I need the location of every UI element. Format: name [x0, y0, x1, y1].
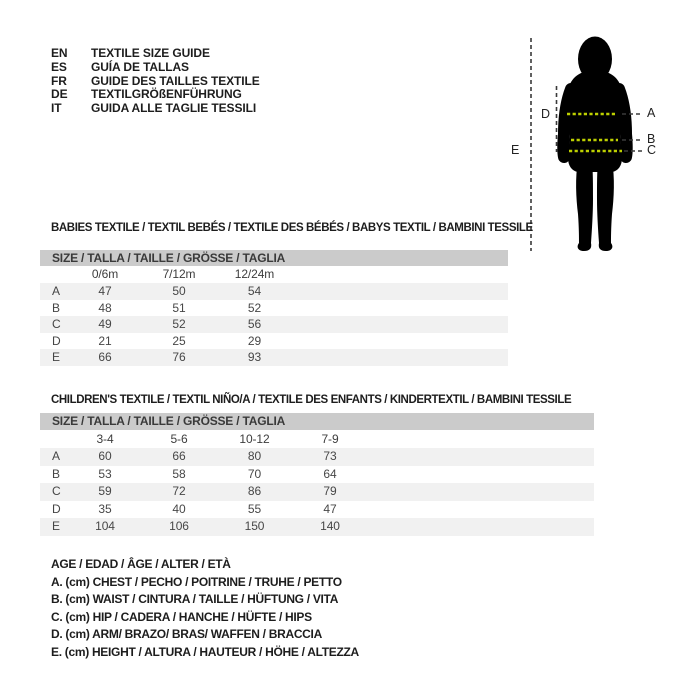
- cell: 56: [247, 317, 262, 332]
- column-header: 5-6: [170, 432, 188, 446]
- table-row: [40, 466, 594, 484]
- column-header: 10-12: [239, 432, 270, 446]
- cell: 70: [247, 466, 262, 481]
- cell: 47: [98, 284, 112, 298]
- table-row: [40, 300, 508, 317]
- language-code: FR: [51, 73, 67, 88]
- row-label: A: [52, 449, 60, 463]
- cell: 52: [247, 300, 262, 315]
- language-label: GUIDE DES TAILLES TEXTILE: [91, 73, 260, 88]
- babies-table-header: SIZE / TALLA / TAILLE / GRÖSSE / TAGLIA: [40, 250, 508, 266]
- cell: 66: [172, 449, 186, 463]
- cell: 53: [98, 466, 112, 481]
- cell: 49: [98, 317, 112, 332]
- cell: 58: [172, 466, 186, 481]
- cell: 55: [247, 501, 262, 516]
- cell: 76: [172, 350, 186, 365]
- column-header: 0/6m: [91, 267, 119, 281]
- cell: 40: [172, 501, 186, 516]
- table-row: [40, 501, 594, 519]
- cell: 60: [98, 449, 112, 463]
- cell: 21: [98, 333, 112, 348]
- legend-arm: D. (cm) ARM/ BRAZO/ BRAS/ WAFFEN / BRACCIA: [51, 627, 322, 641]
- table-row: [40, 483, 594, 501]
- table-row: [40, 283, 508, 300]
- row-label: C: [52, 317, 61, 332]
- cell: 29: [247, 333, 262, 348]
- column-header: 7-9: [321, 432, 339, 446]
- row-label: D: [52, 333, 61, 348]
- cell: 48: [98, 300, 112, 315]
- cell: 80: [247, 449, 262, 463]
- child-silhouette: [563, 37, 627, 252]
- cell: 104: [95, 519, 115, 533]
- row-label: B: [52, 466, 60, 481]
- cell: 106: [169, 519, 189, 533]
- table-row: [40, 448, 594, 466]
- marker-label-chest: A: [647, 106, 656, 120]
- legend-hip: C. (cm) HIP / CADERA / HANCHE / HÜFTE / HIPS: [51, 609, 312, 624]
- marker-label-height: E: [511, 143, 520, 157]
- row-label: C: [52, 484, 61, 498]
- babies-table: [40, 250, 508, 366]
- table-row: [40, 316, 508, 333]
- cell: 50: [172, 284, 186, 298]
- cell: 52: [172, 317, 186, 332]
- cell: 64: [323, 466, 337, 481]
- cell: 140: [320, 519, 340, 533]
- cell: 51: [172, 300, 186, 315]
- cell: 150: [244, 519, 265, 533]
- language-code: DE: [51, 87, 68, 102]
- cell: 35: [98, 501, 112, 516]
- cell: 86: [247, 484, 262, 498]
- language-code: EN: [51, 46, 68, 60]
- row-label: D: [52, 501, 61, 516]
- measurement-legend: [51, 556, 359, 661]
- language-label: TEXTILGRÖßENFÜHRUNG: [91, 87, 242, 102]
- legend-age: AGE / EDAD / ÂGE / ALTER / ETÀ: [51, 557, 231, 571]
- language-label: GUÍA DE TALLAS: [91, 59, 189, 74]
- language-code: ES: [51, 59, 67, 74]
- cell: 73: [323, 449, 337, 463]
- language-title-list: [51, 47, 260, 116]
- cell: 79: [323, 484, 337, 498]
- legend-chest: A. (cm) CHEST / PECHO / POITRINE / TRUHE / PETTO: [51, 574, 342, 589]
- row-label: A: [52, 284, 60, 298]
- language-row: [51, 47, 260, 61]
- language-row: [51, 88, 260, 102]
- babies-column-header-row: [40, 266, 508, 283]
- cell: 25: [172, 333, 186, 348]
- language-code: IT: [51, 101, 62, 116]
- babies-section-title: BABIES TEXTILE / TEXTIL BEBÉS / TEXTILE DES BÉBÉS / BABYS TEXTIL / BAMBINI TESSILE: [51, 222, 533, 234]
- language-label: TEXTILE SIZE GUIDE: [91, 46, 210, 60]
- cell: 66: [98, 350, 112, 365]
- table-row: [40, 349, 508, 366]
- cell: 59: [98, 484, 112, 498]
- cell: 47: [323, 501, 337, 516]
- cell: 54: [247, 284, 262, 298]
- children-table-header: SIZE / TALLA / TAILLE / GRÖSSE / TAGLIA: [40, 413, 594, 430]
- children-table: [40, 413, 594, 536]
- table-row: [40, 518, 594, 536]
- marker-label-arm: D: [540, 107, 550, 121]
- language-row: [51, 61, 260, 75]
- legend-height: E. (cm) HEIGHT / ALTURA / HAUTEUR / HÖHE / ALTEZZA: [51, 644, 359, 659]
- column-header: 3-4: [96, 432, 114, 446]
- marker-label-waist: B: [647, 132, 656, 146]
- language-row: [51, 102, 260, 116]
- legend-waist: B. (cm) WAIST / CINTURA / TAILLE / HÜFTUNG / VITA: [51, 592, 339, 606]
- cell: 93: [247, 350, 262, 365]
- children-section-title: CHILDREN'S TEXTILE / TEXTIL NIÑO/A / TEXTILE DES ENFANTS / KINDERTEXTIL / BAMBINI TESSILE: [51, 394, 572, 406]
- row-label: B: [52, 300, 60, 315]
- marker-label-hip: C: [647, 143, 657, 157]
- cell: 72: [172, 484, 186, 498]
- language-label: GUIDA ALLE TAGLIE TESSILI: [91, 101, 257, 116]
- row-label: E: [52, 519, 60, 533]
- column-header: 7/12m: [162, 267, 196, 281]
- column-header: 12/24m: [234, 267, 275, 281]
- table-row: [40, 333, 508, 350]
- row-label: E: [52, 350, 60, 365]
- children-column-header-row: [40, 430, 594, 448]
